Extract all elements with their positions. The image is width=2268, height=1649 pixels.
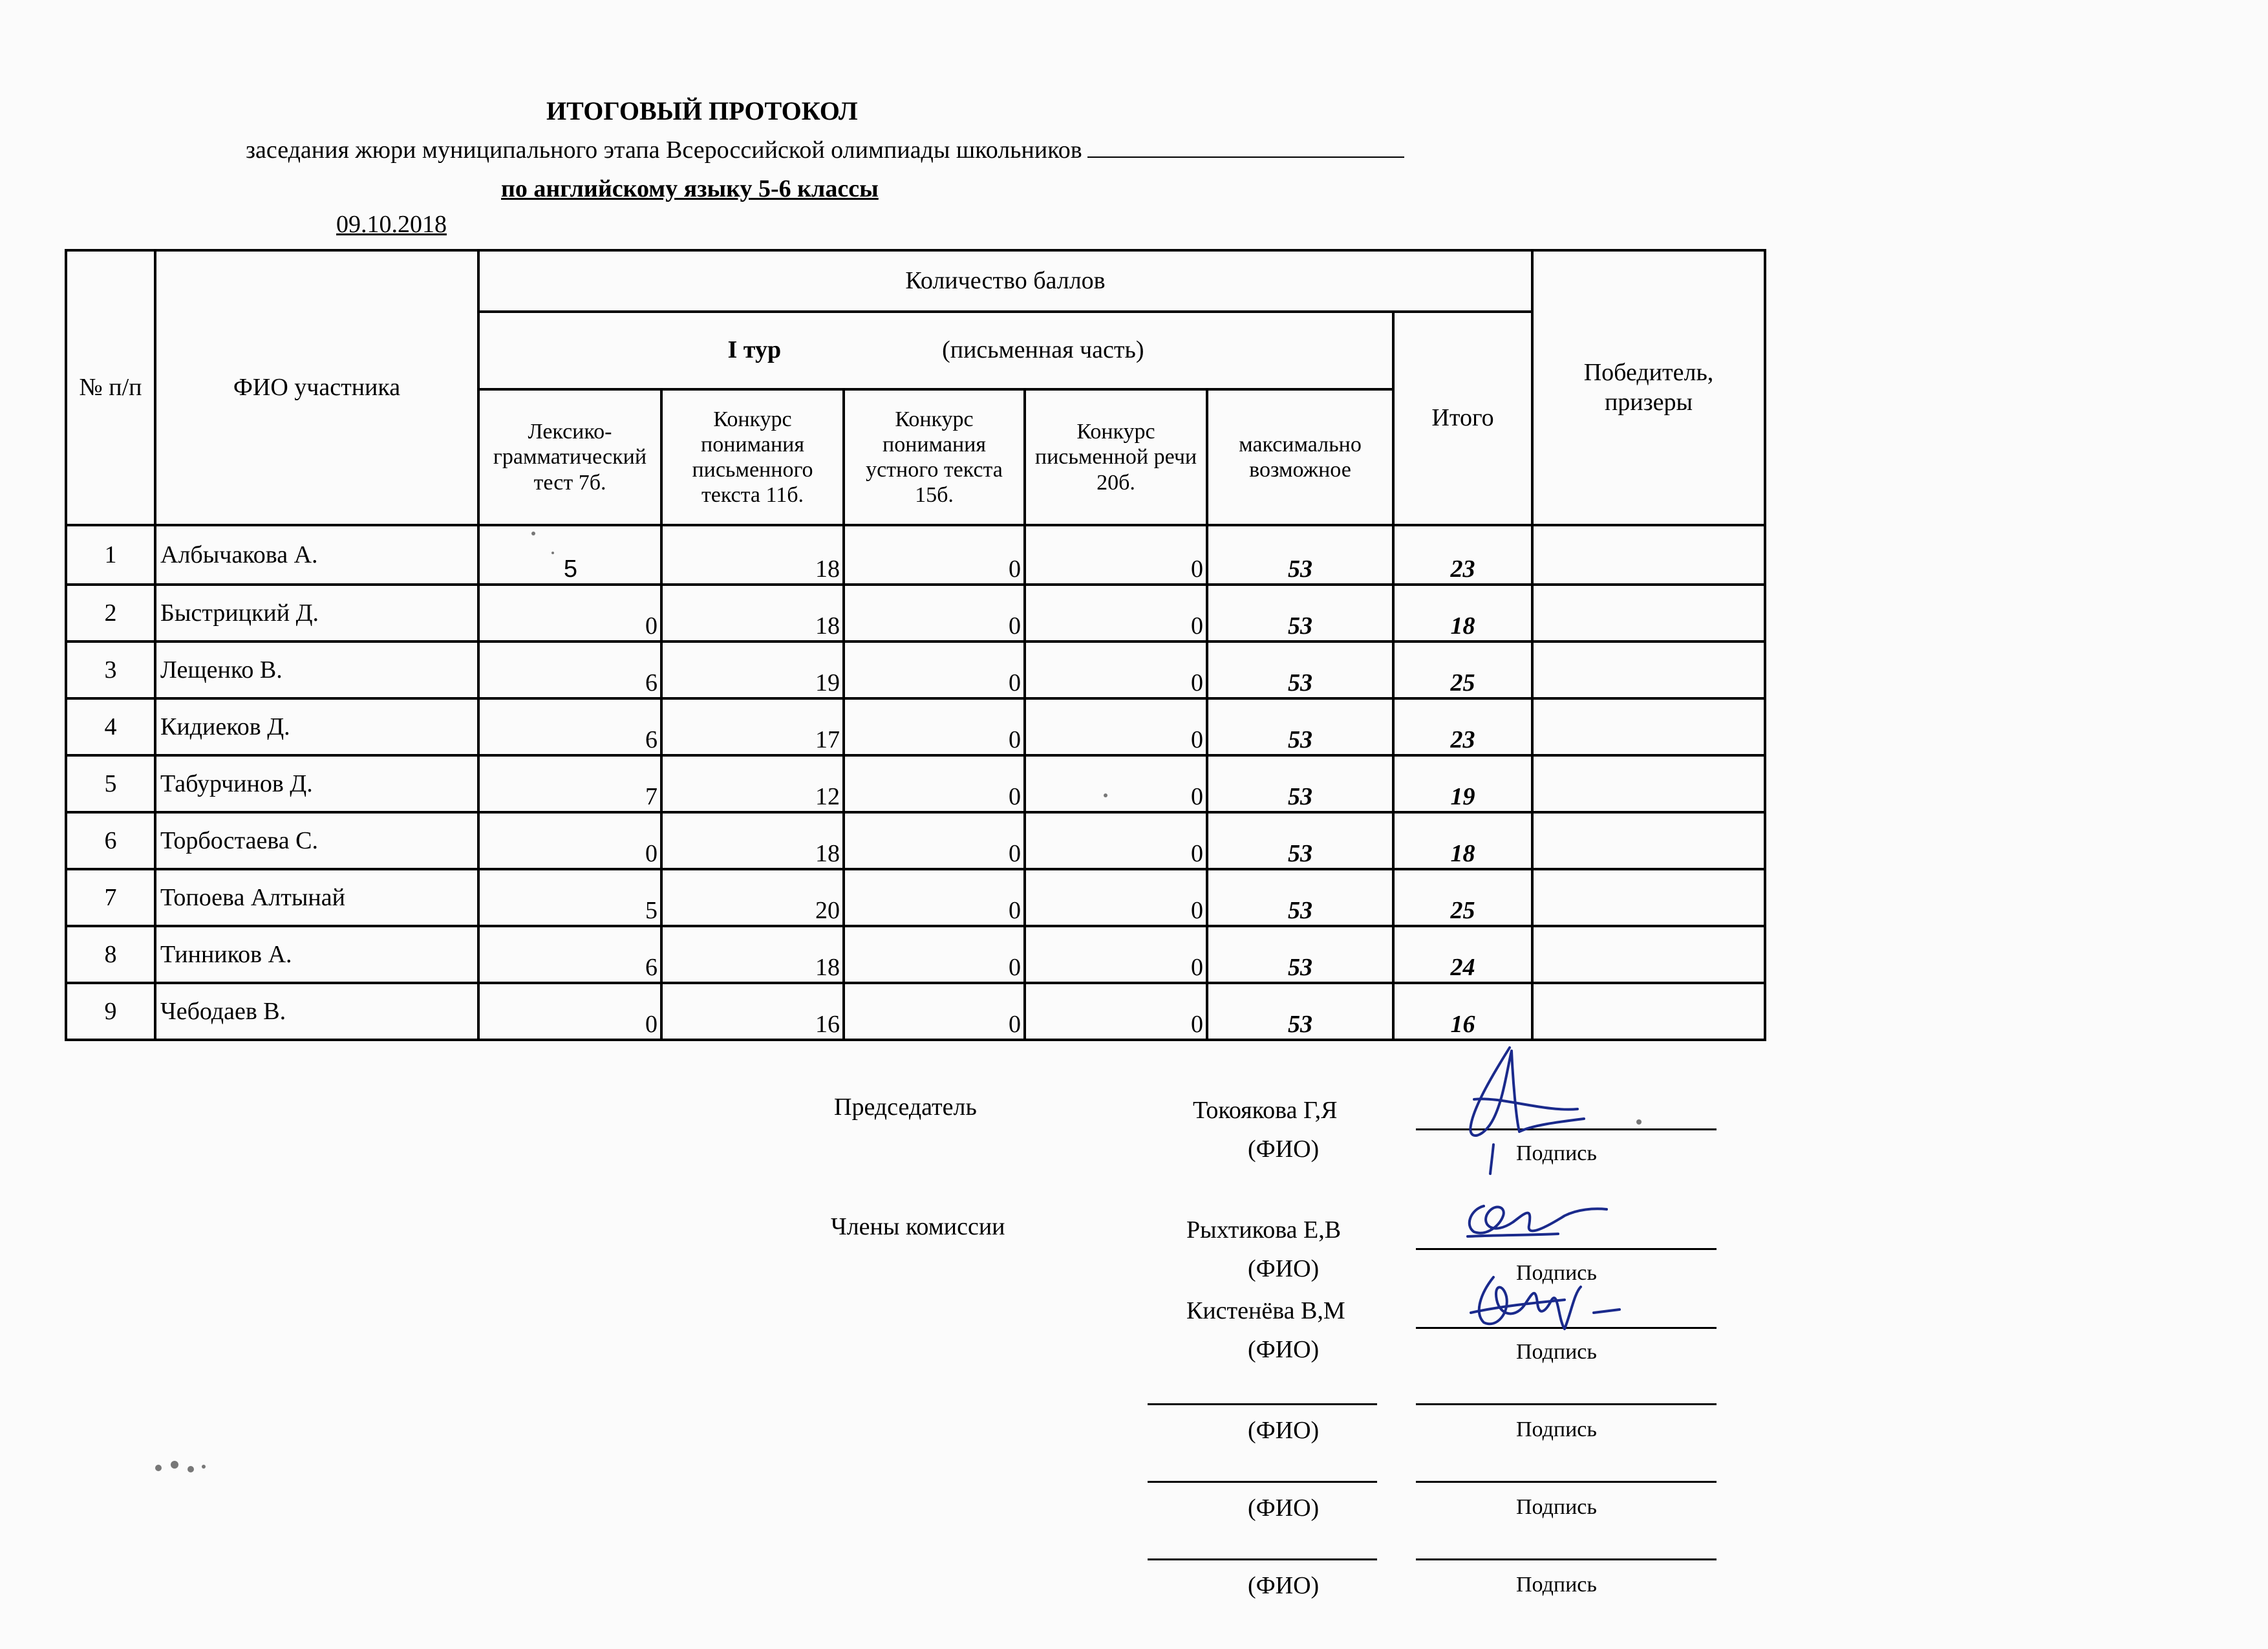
score-lexical-grammar: 0 xyxy=(478,983,661,1040)
header-number: № п/п xyxy=(66,250,155,525)
member3-name-line xyxy=(1148,1403,1377,1405)
score-total: 25 xyxy=(1393,869,1532,926)
results-table xyxy=(65,249,1766,1041)
table-row xyxy=(66,983,1765,1040)
score-writing: 0 xyxy=(1025,585,1207,641)
winner-status xyxy=(1532,812,1765,869)
document-title: ИТОГОВЫЙ ПРОТОКОЛ xyxy=(546,96,858,125)
member2-fio-hint: (ФИО) xyxy=(1248,1336,1320,1363)
participant-name: Албычакова А. xyxy=(155,525,478,585)
score-listening: 0 xyxy=(844,926,1025,983)
chairman-handwritten-signature xyxy=(1448,1035,1590,1177)
winner-status xyxy=(1532,926,1765,983)
table-row xyxy=(66,755,1765,812)
score-reading: 20 xyxy=(661,869,844,926)
scan-speck xyxy=(1632,1116,1645,1128)
members-label: Члены комиссии xyxy=(831,1213,1005,1240)
header-participant-name: ФИО участника xyxy=(155,250,478,525)
score-listening: 0 xyxy=(844,525,1025,585)
participant-name: Быстрицкий Д. xyxy=(155,585,478,641)
subtitle-blank-line xyxy=(1087,137,1404,158)
participant-name: Топоева Алтынай xyxy=(155,869,478,926)
document-subtitle xyxy=(246,136,1404,164)
score-listening: 0 xyxy=(844,869,1025,926)
member1-name: Рыхтикова Е,В xyxy=(1186,1216,1342,1244)
score-writing: 0 xyxy=(1025,926,1207,983)
table-row xyxy=(66,812,1765,869)
header-winner: Победитель, призеры xyxy=(1532,250,1765,525)
participant-name: Торбостаева С. xyxy=(155,812,478,869)
chairman-label: Председатель xyxy=(834,1094,977,1121)
table-row xyxy=(66,869,1765,926)
score-max: 53 xyxy=(1207,585,1393,641)
score-lexical-grammar: 5 xyxy=(478,869,661,926)
document-date: 09.10.2018 xyxy=(336,211,447,238)
table-row xyxy=(66,698,1765,755)
score-listening: 0 xyxy=(844,585,1025,641)
score-total: 18 xyxy=(1393,812,1532,869)
score-listening: 0 xyxy=(844,812,1025,869)
score-listening: 0 xyxy=(844,755,1025,812)
document-subject: по английскому языку 5-6 классы xyxy=(501,175,879,202)
winner-status xyxy=(1532,585,1765,641)
score-listening: 0 xyxy=(844,983,1025,1040)
member2-handwritten-signature xyxy=(1461,1267,1629,1339)
score-max: 53 xyxy=(1207,869,1393,926)
score-writing: 0 xyxy=(1025,983,1207,1040)
score-reading: 16 xyxy=(661,983,844,1040)
score-total: 16 xyxy=(1393,983,1532,1040)
score-lexical-grammar: 0 xyxy=(478,812,661,869)
header-tour xyxy=(478,312,1393,389)
member1-sign-hint: Подпись xyxy=(1516,1261,1597,1285)
score-total: 23 xyxy=(1393,525,1532,585)
score-max: 53 xyxy=(1207,926,1393,983)
participant-name: Табурчинов Д. xyxy=(155,755,478,812)
row-number: 5 xyxy=(66,755,155,812)
tour-label: I тур xyxy=(727,336,782,364)
table-row xyxy=(66,585,1765,641)
score-max: 53 xyxy=(1207,755,1393,812)
score-writing: 0 xyxy=(1025,755,1207,812)
member3-fio-hint: (ФИО) xyxy=(1248,1417,1320,1444)
score-reading: 19 xyxy=(661,641,844,698)
member5-name-line xyxy=(1148,1558,1377,1560)
winner-status xyxy=(1532,755,1765,812)
subtitle-text: заседания жюри муниципального этапа Всероссийской олимпиады школьников xyxy=(246,136,1082,164)
header-listening-comprehension: Конкурс понимания устного текста 15б. xyxy=(844,389,1025,525)
score-reading: 18 xyxy=(661,812,844,869)
member2-sign-hint: Подпись xyxy=(1516,1340,1597,1364)
member4-fio-hint: (ФИО) xyxy=(1248,1494,1320,1522)
score-lexical-grammar: 5 xyxy=(478,525,661,585)
score-writing: 0 xyxy=(1025,812,1207,869)
score-reading: 12 xyxy=(661,755,844,812)
member5-fio-hint: (ФИО) xyxy=(1248,1572,1320,1599)
winner-status xyxy=(1532,983,1765,1040)
member1-handwritten-signature xyxy=(1455,1196,1610,1255)
chairman-sign-hint: Подпись xyxy=(1516,1141,1597,1165)
row-number: 9 xyxy=(66,983,155,1040)
row-number: 8 xyxy=(66,926,155,983)
row-number: 3 xyxy=(66,641,155,698)
score-total: 24 xyxy=(1393,926,1532,983)
score-reading: 18 xyxy=(661,525,844,585)
scan-speck xyxy=(527,527,579,559)
score-total: 25 xyxy=(1393,641,1532,698)
score-reading: 18 xyxy=(661,926,844,983)
winner-status xyxy=(1532,869,1765,926)
member5-signature-line xyxy=(1416,1558,1717,1560)
score-lexical-grammar: 6 xyxy=(478,698,661,755)
member5-sign-hint: Подпись xyxy=(1516,1573,1597,1597)
table-row xyxy=(66,525,1765,585)
score-max: 53 xyxy=(1207,983,1393,1040)
winner-status xyxy=(1532,641,1765,698)
score-listening: 0 xyxy=(844,698,1025,755)
member4-name-line xyxy=(1148,1481,1377,1483)
chairman-fio-hint: (ФИО) xyxy=(1248,1136,1320,1163)
participant-name: Тинников А. xyxy=(155,926,478,983)
score-listening: 0 xyxy=(844,641,1025,698)
score-writing: 0 xyxy=(1025,525,1207,585)
score-lexical-grammar: 0 xyxy=(478,585,661,641)
member4-signature-line xyxy=(1416,1481,1717,1483)
score-lexical-grammar: 6 xyxy=(478,641,661,698)
tour-description: (письменная часть) xyxy=(942,336,1144,364)
score-total: 23 xyxy=(1393,698,1532,755)
winner-status xyxy=(1532,698,1765,755)
participant-name: Лещенко В. xyxy=(155,641,478,698)
member4-sign-hint: Подпись xyxy=(1516,1495,1597,1519)
header-total: Итого xyxy=(1393,312,1532,525)
results-body xyxy=(66,525,1765,1040)
row-number: 2 xyxy=(66,585,155,641)
row-number: 6 xyxy=(66,812,155,869)
row-number: 7 xyxy=(66,869,155,926)
score-max: 53 xyxy=(1207,812,1393,869)
chairman-name: Токоякова Г,Я xyxy=(1193,1097,1338,1124)
score-reading: 18 xyxy=(661,585,844,641)
table-row xyxy=(66,926,1765,983)
score-max: 53 xyxy=(1207,641,1393,698)
header-scores: Количество баллов xyxy=(478,250,1532,312)
member3-sign-hint: Подпись xyxy=(1516,1417,1597,1441)
header-writing: Конкурс письменной речи 20б. xyxy=(1025,389,1207,525)
row-number: 4 xyxy=(66,698,155,755)
member3-signature-line xyxy=(1416,1403,1717,1405)
scan-speck xyxy=(1099,779,1125,805)
header-max-possible: максимально возможное xyxy=(1207,389,1393,525)
score-writing: 0 xyxy=(1025,869,1207,926)
score-lexical-grammar: 7 xyxy=(478,755,661,812)
score-reading: 17 xyxy=(661,698,844,755)
score-max: 53 xyxy=(1207,698,1393,755)
header-reading-comprehension: Конкурс понимания письменного текста 11б. xyxy=(661,389,844,525)
score-max: 53 xyxy=(1207,525,1393,585)
score-total: 19 xyxy=(1393,755,1532,812)
member1-fio-hint: (ФИО) xyxy=(1248,1255,1320,1282)
row-number: 1 xyxy=(66,525,155,585)
winner-status xyxy=(1532,525,1765,585)
score-total: 18 xyxy=(1393,585,1532,641)
participant-name: Кидиеков Д. xyxy=(155,698,478,755)
scan-speck xyxy=(145,1449,217,1487)
participant-name: Чебодаев В. xyxy=(155,983,478,1040)
score-writing: 0 xyxy=(1025,641,1207,698)
score-lexical-grammar: 6 xyxy=(478,926,661,983)
member2-name: Кистенёва В,М xyxy=(1186,1297,1345,1324)
header-lexical-grammar-test: Лексико-грамматический тест 7б. xyxy=(478,389,661,525)
table-row xyxy=(66,641,1765,698)
score-writing: 0 xyxy=(1025,698,1207,755)
